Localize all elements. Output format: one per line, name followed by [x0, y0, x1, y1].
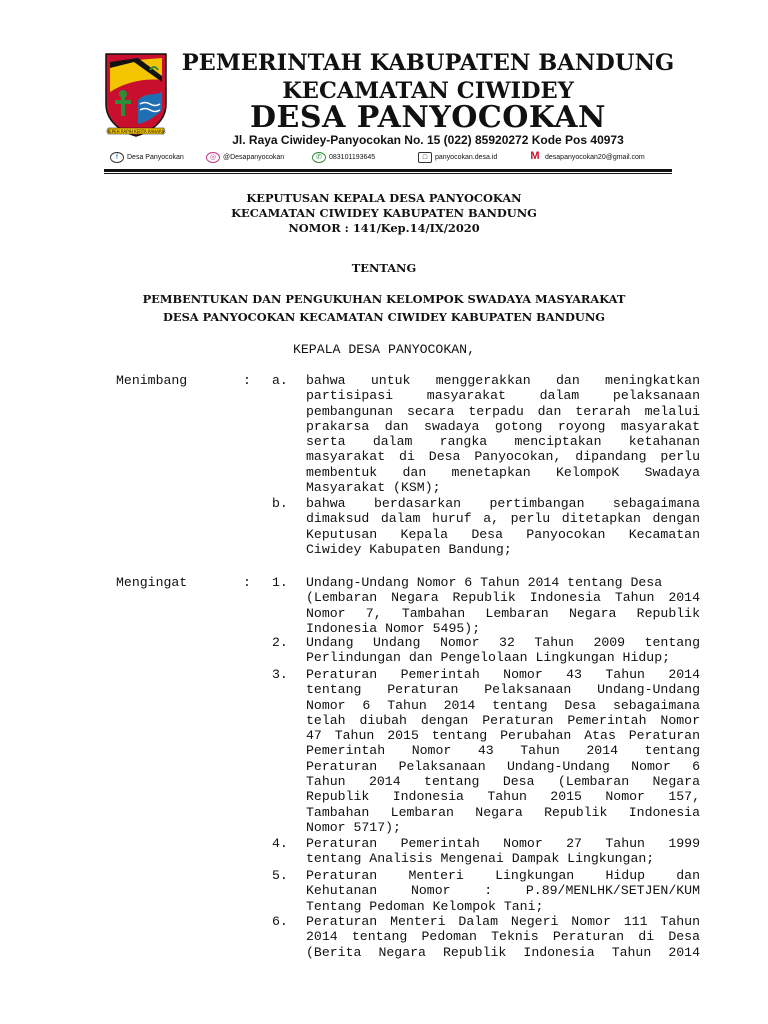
contact-text: 083101193645 [329, 153, 376, 161]
header-government: PEMERINTAH KABUPATEN BANDUNG [181, 50, 675, 76]
text-line: Nomor 5717); [306, 819, 401, 835]
authority-line: KEPALA DESA PANYOCOKAN, [292, 342, 476, 357]
text-line: (Lembaran Negara Republik Indonesia Tahun 2014 [306, 590, 700, 606]
text-line: Peraturan Menteri Dalam Negeri Nomor 111 Tahun [306, 914, 700, 929]
text-line: serta dalam rangka menciptakan ketahanan [306, 434, 700, 450]
text-line: Ciwidey Kabupaten Bandung; [306, 541, 512, 557]
text-line: 2014 tentang Pedoman Teknis Peraturan di Desa [306, 929, 700, 945]
header-divider-thin [104, 173, 672, 174]
facebook-icon: f [110, 152, 124, 163]
text-line: Pemerintah Nomor 43 Tahun 2014 tentang [306, 743, 700, 759]
header-address: Jl. Raya Ciwidey-Panyocokan No. 15 (022) 85920272 Kode Pos 40973 [232, 133, 624, 147]
menimbang-item-b [306, 496, 700, 557]
text-line: partisipasi masyarakat dalam pelaksanaan [306, 388, 700, 404]
text-line: dimaksud dalam huruf a, perlu ditetapkan dengan [306, 511, 700, 527]
contact-email[interactable] [528, 149, 645, 165]
item-marker: a. [272, 373, 288, 388]
menimbang-item-a [306, 373, 700, 495]
text-line: Peraturan Pemerintah Nomor 43 Tahun 2014 [306, 667, 700, 682]
contact-text: @Desapanyocokan [223, 153, 285, 161]
text-line: Peraturan Pemerintah Nomor 27 Tahun 1999 [306, 836, 700, 851]
web-icon: □ [418, 152, 432, 163]
mengingat-colon: : [243, 575, 251, 590]
item-marker: b. [272, 496, 288, 511]
text-line: (Berita Negara Republik Indonesia Tahun 2014 [306, 944, 700, 960]
text-line: Undang Undang Nomor 32 Tahun 2009 tentang [306, 635, 700, 650]
text-line: Kehutanan Nomor : P.89/MENLHK/SETJEN/KUM [306, 883, 700, 899]
text-line: Republik Indonesia Tahun 2015 Nomor 157, [306, 789, 700, 805]
mengingat-item-3 [306, 667, 700, 835]
mengingat-label: Mengingat [116, 575, 188, 590]
text-line: Nomor 7, Tambahan Lembaran Negara Republik [306, 605, 700, 621]
text-line: Peraturan Menteri Lingkungan Hidup dan [306, 868, 700, 883]
text-line: Peraturan Pelaksanaan Undang-Undang Nomor 6 [306, 758, 700, 774]
text-line: 47 Tahun 2015 tentang Perubahan Atas Peraturan [306, 728, 700, 744]
instagram-icon: ◎ [206, 152, 220, 163]
text-line: Tahun 2014 tentang Desa (Lembaran Negara [306, 774, 700, 790]
decision-title-2: KECAMATAN CIWIDEY KABUPATEN BANDUNG [231, 206, 537, 220]
mengingat-item-2 [306, 635, 700, 666]
text-line: bahwa untuk menggerakkan dan meningkatkan [306, 373, 700, 388]
gmail-icon: M [530, 149, 540, 162]
contact-instagram[interactable] [206, 149, 284, 165]
contact-text: Desa Panyocokan [127, 153, 184, 161]
decision-title-1: KEPUTUSAN KEPALA DESA PANYOCOKAN [246, 191, 522, 205]
item-marker: 5. [272, 868, 288, 883]
subject-line-1: PEMBENTUKAN DAN PENGUKUHAN KELOMPOK SWADAYA MASYARAKAT [142, 292, 626, 306]
text-line: Nomor 6 Tahun 2014 tentang Desa sebagaimana [306, 697, 700, 713]
text-line: Indonesia Nomor 5495); [306, 620, 481, 636]
text-line: Perlindungan dan Pengelolaan Lingkungan Hidup; [306, 650, 671, 666]
mengingat-item-4 [306, 836, 700, 867]
mengingat-item-1 [306, 575, 700, 636]
text-line: Masyarakat (KSM); [306, 480, 441, 496]
kabupaten-bandung-logo [104, 52, 168, 138]
contact-whatsapp[interactable] [312, 149, 375, 165]
item-marker: 1. [272, 575, 288, 590]
text-line: tentang Peraturan Pelaksanaan Undang-Undang [306, 682, 700, 698]
item-marker: 6. [272, 914, 288, 929]
text-line: membentuk dan menetapkan KelompoK Swadaya [306, 464, 700, 480]
text-line: Tentang Pedoman Kelompok Tani; [306, 898, 544, 914]
item-marker: 4. [272, 836, 288, 851]
mengingat-item-6 [306, 914, 700, 960]
text-line: masyarakat di Desa Panyocokan, dipandang perlu [306, 449, 700, 465]
text-line: pembangunan secara terpadu dan terarah melalui [306, 403, 700, 419]
mengingat-item-5 [306, 868, 700, 914]
text-line: Tambahan Lembaran Negara Republik Indonesia [306, 804, 700, 820]
text-line: telah diubah dengan Peraturan Pemerintah Nomor [306, 712, 700, 728]
item-marker: 3. [272, 667, 288, 682]
decision-number: NOMOR : 141/Kep.14/IX/2020 [288, 221, 480, 235]
subject-line-2: DESA PANYOCOKAN KECAMATAN CIWIDEY KABUPATEN BANDUNG [163, 310, 605, 324]
text-line: bahwa berdasarkan pertimbangan sebagaimana [306, 496, 700, 511]
header-divider-thick [104, 169, 672, 172]
text-line: tentang Analisis Mengenai Dampak Lingkungan; [306, 851, 655, 867]
contact-text: desapanyocokan20@gmail.com [545, 153, 645, 161]
text-line: prakarsa dan swadaya gotong royong masyarakat [306, 418, 700, 434]
menimbang-colon: : [243, 373, 251, 388]
tentang-heading: TENTANG [351, 261, 417, 275]
contact-facebook[interactable] [110, 149, 184, 165]
menimbang-label: Menimbang [116, 373, 188, 388]
logo-motto: REPEH RAPIH KERTA RAHARJA [106, 129, 166, 134]
header-village: DESA PANYOCOKAN [250, 100, 606, 135]
whatsapp-icon: ✆ [312, 152, 326, 163]
item-marker: 2. [272, 635, 288, 650]
text-line: Keputusan Kepala Desa Panyocokan Kecamatan [306, 526, 700, 542]
contact-text: panyocokan.desa.id [435, 153, 498, 161]
contact-bar [108, 149, 668, 165]
text-line: Undang-Undang Nomor 6 Tahun 2014 tentang Desa [306, 575, 663, 590]
header-district: KECAMATAN CIWIDEY [282, 78, 574, 104]
contact-website[interactable] [418, 149, 497, 165]
